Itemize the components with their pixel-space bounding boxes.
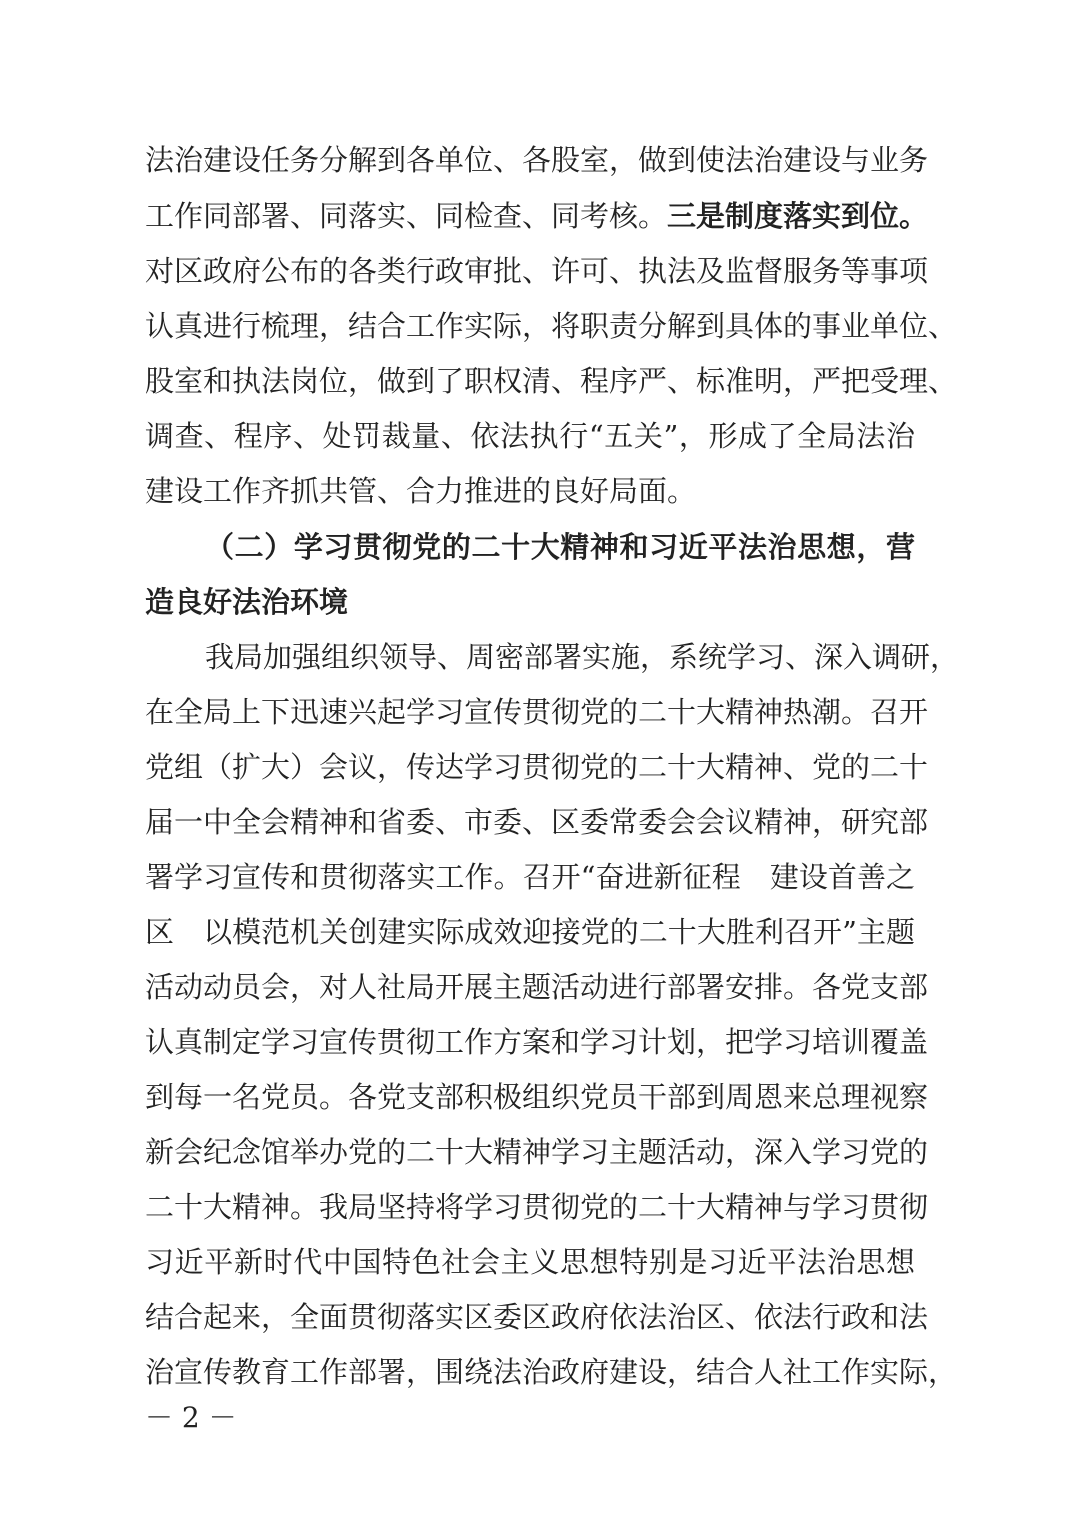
paragraph-line: 治宣传教育工作部署，围绕法治政府建设，结合人社工作实际， <box>145 1355 958 1389</box>
paragraph-line: 到每一名党员。各党支部积极组织党员干部到周恩来总理视察 <box>145 1080 929 1114</box>
paragraph-line: 我局加强组织领导、周密部署实施，系统学习、深入调研， <box>205 640 960 674</box>
bold-lead-phrase: 三是制度落实到位。 <box>667 199 929 233</box>
paragraph-line: 建设工作齐抓共管、合力推进的良好局面。 <box>145 474 697 508</box>
paragraph-line: 署学习宣传和贯彻落实工作。召开“奋进新征程 建设首善之 <box>145 860 915 894</box>
paragraph-line: 对区政府公布的各类行政审批、许可、执法及监督服务等事项 <box>145 254 929 288</box>
paragraph-line: 股室和执法岗位，做到了职权清、程序严、标准明，严把受理、 <box>145 364 958 398</box>
page-number: － 2 － <box>145 1401 237 1434</box>
paragraph-line: 调查、程序、处罚裁量、依法执行“五关”，形成了全局法治 <box>145 419 915 453</box>
paragraph-line <box>145 196 929 236</box>
paragraph-line: 区 以模范机关创建实际成效迎接党的二十大胜利召开”主题 <box>145 915 915 949</box>
section-heading-line: （二）学习贯彻党的二十大精神和习近平法治思想，营 <box>205 530 915 564</box>
paragraph-line: 认真进行梳理，结合工作实际，将职责分解到具体的事业单位、 <box>145 309 958 343</box>
paragraph-line: 法治建设任务分解到各单位、各股室，做到使法治建设与业务 <box>145 143 929 177</box>
section-heading-line: 造良好法治环境 <box>145 585 349 619</box>
paragraph-line: 届一中全会精神和省委、市委、区委常委会会议精神，研究部 <box>145 805 929 839</box>
paragraph-line: 党组（扩大）会议，传达学习贯彻党的二十大精神、党的二十 <box>145 750 929 784</box>
paragraph-line: 认真制定学习宣传贯彻工作方案和学习计划，把学习培训覆盖 <box>145 1025 929 1059</box>
paragraph-line: 活动动员会，对人社局开展主题活动进行部署安排。各党支部 <box>145 970 929 1004</box>
paragraph-line: 二十大精神。我局坚持将学习贯彻党的二十大精神与学习贯彻 <box>145 1190 929 1224</box>
paragraph-line: 新会纪念馆举办党的二十大精神学习主题活动，深入学习党的 <box>145 1135 929 1169</box>
paragraph-line: 习近平新时代中国特色社会主义思想特别是习近平法治思想 <box>145 1245 915 1279</box>
paragraph-text: 工作同部署、同落实、同检查、同考核。 <box>145 199 668 233</box>
paragraph-line: 结合起来，全面贯彻落实区委区政府依法治区、依法行政和法 <box>145 1300 929 1334</box>
paragraph-line: 在全局上下迅速兴起学习宣传贯彻党的二十大精神热潮。召开 <box>145 695 929 729</box>
